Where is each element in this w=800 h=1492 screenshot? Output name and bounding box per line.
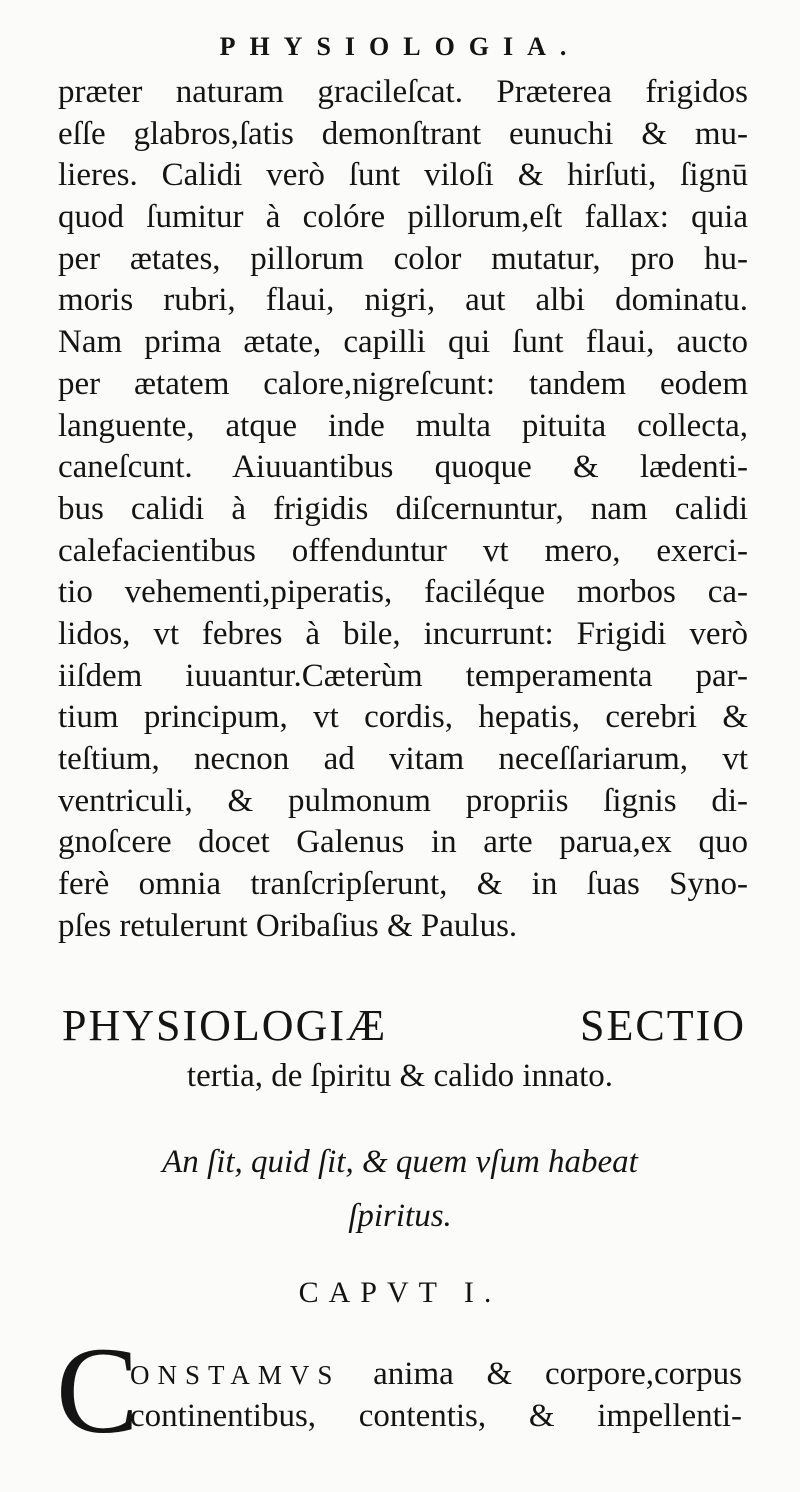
text-line: per ætatem calore,nigreſcunt: tandem eodem xyxy=(58,365,748,402)
opening-line: continentibus, contentis, & impellenti- xyxy=(130,1397,742,1434)
text-line: Nam prima ætate, capilli qui ſunt flaui, aucto xyxy=(58,324,748,361)
text-line: gnoſcere docet Galenus in arte parua,ex quo xyxy=(58,824,748,861)
text-line: pſes retulerunt Oribaſius & Paulus. xyxy=(58,907,518,944)
running-head: PHYSIOLOGIA. xyxy=(219,32,581,61)
section-subtitle: tertia, de ſpiritu & calido innato. xyxy=(186,1058,614,1094)
drop-capital: C xyxy=(56,1322,139,1459)
small-caps-word: ONSTAMVS xyxy=(130,1360,341,1390)
text-line: quod ſumitur à colóre pillorum,eſt fallax: quia xyxy=(58,199,748,236)
text-line: languente, atque inde multa pituita collecta, xyxy=(58,407,748,444)
text-line: ventriculi, & pulmonum propriis ſignis di- xyxy=(58,782,748,819)
chapter-heading: CAPVT I. xyxy=(298,1276,502,1309)
section-title: PHYSIOLOGIÆ SECTIO xyxy=(62,1001,746,1050)
text-line: moris rubri, flaui, nigri, aut albi dominatu. xyxy=(58,282,748,319)
text-line: teſtium, necnon ad vitam neceſſariarum, vt xyxy=(58,741,748,777)
opening-paragraph xyxy=(130,1354,742,1437)
text-line: calefacientibus offenduntur vt mero, exerci- xyxy=(58,532,748,569)
text-line: eſſe glabros,ſatis demonſtrant eunuchi & mu- xyxy=(58,115,748,152)
body-text xyxy=(58,72,748,947)
text-line: tio vehementi,piperatis, faciléque morbos ca- xyxy=(58,574,748,611)
chapter-question xyxy=(0,1135,800,1243)
text-line: ferè omnia tranſcripſerunt, & in ſuas Syno- xyxy=(58,866,748,903)
question-line: An ſit, quid ſit, & quem vſum habeat xyxy=(162,1144,638,1180)
text-line: tium principum, vt cordis, hepatis, cerebri & xyxy=(58,699,748,736)
text-line: bus calidi à frigidis diſcernuntur, nam calidi xyxy=(58,490,748,527)
opening-line-rest: anima & corpore,corpus xyxy=(340,1356,742,1392)
question-line: ſpiritus. xyxy=(348,1198,452,1234)
text-line: per ætates, pillorum color mutatur, pro hu- xyxy=(58,240,748,277)
text-line: caneſcunt. Aiuuantibus quoque & lædenti- xyxy=(58,449,748,486)
text-line: præter naturam gracileſcat. Præterea frigidos xyxy=(58,74,748,110)
opening-line xyxy=(130,1354,742,1396)
text-line: iiſdem iuuantur.Cæterùm temperamenta par- xyxy=(58,657,748,694)
text-line: lidos, vt febres à bile, incurrunt: Frigidi verò xyxy=(58,615,748,652)
text-line: lieres. Calidi verò ſunt viloſi & hirſuti, ſignū xyxy=(58,157,748,194)
